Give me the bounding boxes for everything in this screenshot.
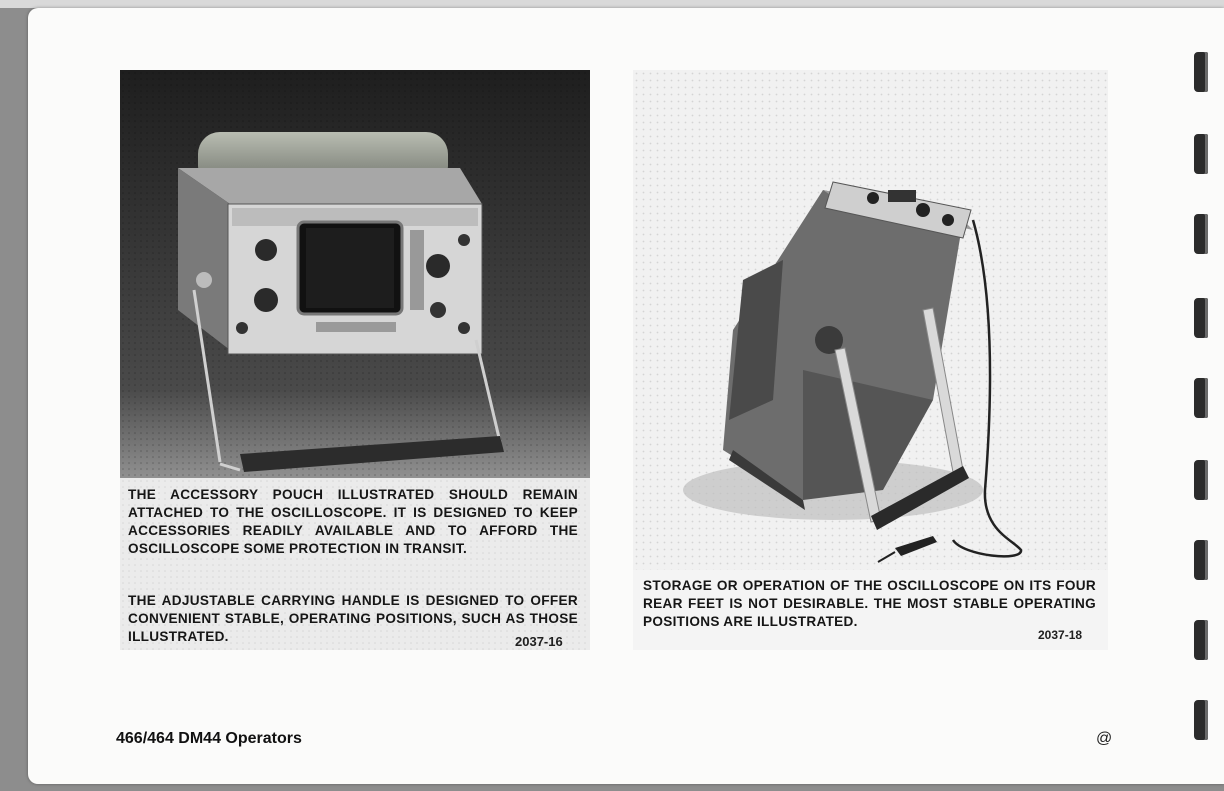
binder-hole bbox=[1194, 378, 1208, 418]
oscilloscope-standing-photo bbox=[633, 70, 1108, 650]
right-figure-number: 2037-18 bbox=[1038, 628, 1083, 642]
footer-manual-title: 466/464 DM44 Operators bbox=[116, 730, 302, 747]
manual-page bbox=[28, 8, 1224, 784]
rear-feet-caption-paragraph: STORAGE OR OPERATION OF THE OSCILLOSCOPE ON ITS FOUR REAR FEET IS NOT DESIRABLE. THE MOST STABLE OPERATING POSITIONS ARE ILLUSTRATED. bbox=[643, 578, 1096, 629]
binder-hole bbox=[1194, 620, 1208, 660]
binder-hole bbox=[1194, 52, 1208, 92]
footer-mark: @ bbox=[1096, 730, 1113, 747]
binder-hole bbox=[1194, 540, 1208, 580]
oscilloscope-pouch-photo bbox=[120, 70, 590, 650]
handle-caption-paragraph: THE ADJUSTABLE CARRYING HANDLE IS DESIGNED TO OFFER CONVENIENT STABLE, OPERATING POSITIONS, SUCH AS THOSE ILLUSTRATED. bbox=[128, 593, 578, 644]
scan-top-edge bbox=[0, 0, 1224, 8]
oscilloscope-tilted-illustration bbox=[633, 70, 1108, 650]
binder-hole bbox=[1194, 298, 1208, 338]
binder-hole bbox=[1194, 134, 1208, 174]
oscilloscope-front-illustration bbox=[120, 70, 590, 650]
pouch-caption-paragraph: THE ACCESSORY POUCH ILLUSTRATED SHOULD REMAIN ATTACHED TO THE OSCILLOSCOPE. IT IS DESIGNED TO KEEP ACCESSORIES READILY AVAILABLE AND TO AFFORD THE OSCILLOSCOPE SOME PROTECTION IN TRANSIT. bbox=[128, 487, 578, 556]
binder-hole bbox=[1194, 700, 1208, 740]
binder-hole bbox=[1194, 460, 1208, 500]
binder-hole bbox=[1194, 214, 1208, 254]
left-figure-number: 2037-16 bbox=[515, 634, 563, 649]
